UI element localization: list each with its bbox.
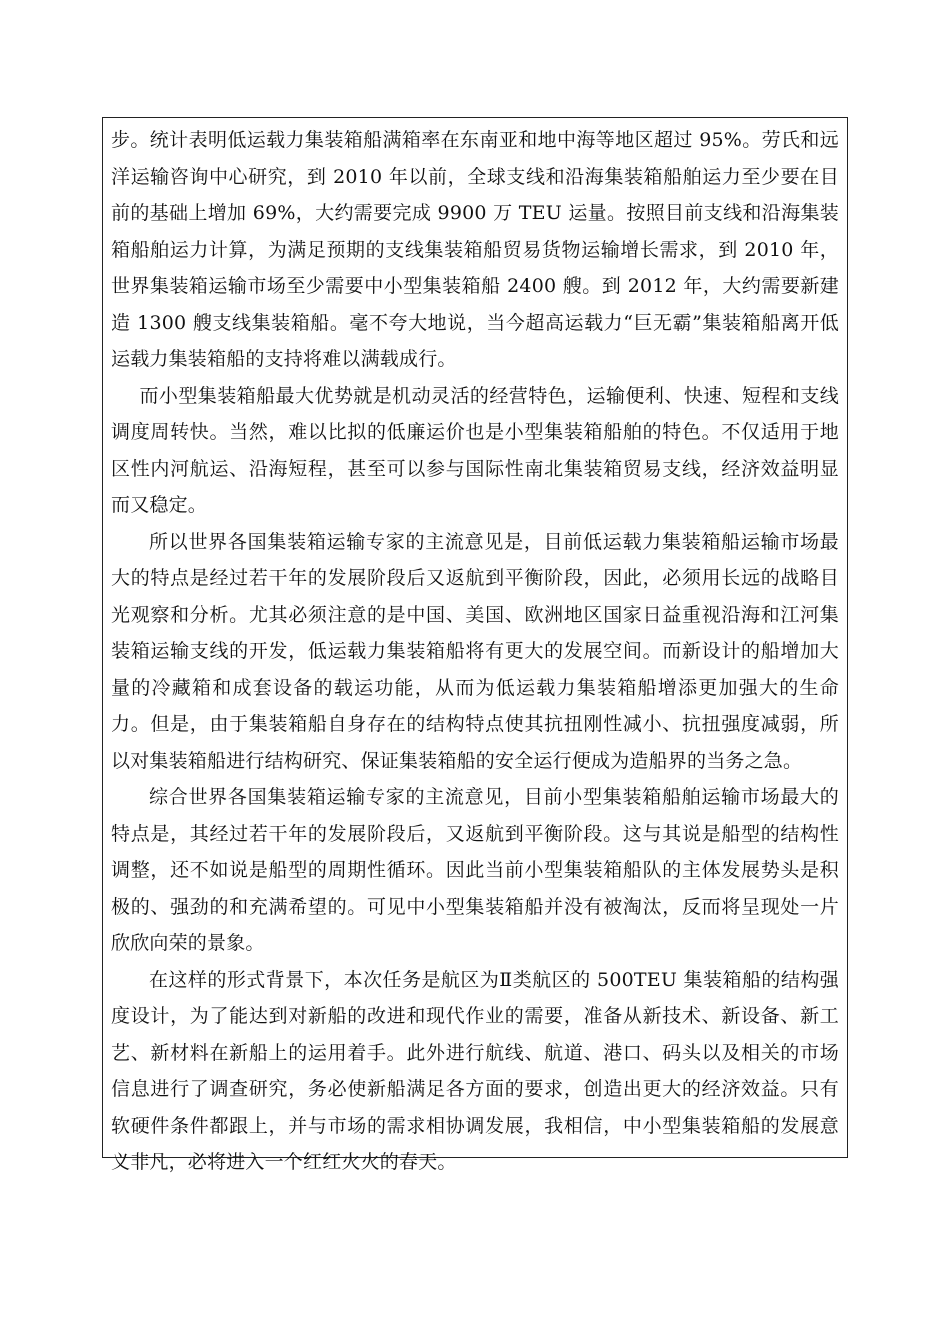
paragraph-3: 所以世界各国集装箱运输专家的主流意见是，目前低运载力集装箱船运输市场最大的特点是经过若干年的发展阶段后又返航到平衡阶段，因此，必须用长远的战略目光观察和分析。尤其必须注意的是中国、美国、欧洲地区国家日益重视沿海和江河集装箱运输支线的开发，低运载力集装箱船将有更大的发展空间。而新设计的船增加大量的冷藏箱和成套设备的载运功能，从而为低运载力集装箱船增添更加强大的生命力。但是，由于集装箱船自身存在的结构特点使其抗扭刚性减小、抗扭强度减弱，所以对集装箱船进行结构研究、保证集装箱船的安全运行便成为造船界的当务之急。 xyxy=(111,530,839,772)
paragraph-5: 在这样的形式背景下，本次任务是航区为Ⅱ类航区的 500TEU 集装箱船的结构强度设计，为了能达到对新船的改进和现代作业的需要，准备从新技术、新设备、新工艺、新材料在新船上的运用着手。此外进行航线、航道、港口、码头以及相关的市场信息进行了调查研究，务必使新船满足各方面的要求，创造出更大的经济效益。只有软硬件条件都跟上，并与市场的需求相协调发展，我相信，中小型集装箱船的发展意义非凡，必将进入一个红红火火的春天。 xyxy=(111,968,839,1173)
document-text-box xyxy=(102,117,848,1173)
paragraph-2: 而小型集装箱船最大优势就是机动灵活的经营特色，运输便利、快速、短程和支线调度周转快。当然，难以比拟的低廉运价也是小型集装箱船舶的特色。不仅适用于地区性内河航运、沿海短程，甚至可以参与国际性南北集装箱贸易支线，经济效益明显而又稳定。 xyxy=(111,384,839,516)
paragraph-1: 步。统计表明低运载力集装箱船满箱率在东南亚和地中海等地区超过 95%。劳氏和远洋运输咨询中心研究，到 2010 年以前，全球支线和沿海集装箱船舶运力至少要在目前的基础上增加 69%，大约需要完成 9900 万 TEU 运量。按照目前支线和沿海集装箱船舶运力计算，为满足预期的支线集装箱船贸易货物运输增长需求，到 2010 年，世界集装箱运输市场至少需要中小型集装箱船 2400 艘。到 2012 年，大约需要新建造 1300 艘支线集装箱船。毫不夸大地说，当今超高运载力“巨无霸”集装箱船离开低运载力集装箱船的支持将难以满载成行。 xyxy=(111,129,839,370)
paragraph-4: 综合世界各国集装箱运输专家的主流意见，目前小型集装箱船舶运输市场最大的特点是，其经过若干年的发展阶段后，又返航到平衡阶段。这与其说是船型的结构性调整，还不如说是船型的周期性循环。因此当前小型集装箱船队的主体发展势头是积极的、强劲的和充满希望的。可见中小型集装箱船并没有被淘汰，反而将呈现处一片欣欣向荣的景象。 xyxy=(111,786,839,954)
